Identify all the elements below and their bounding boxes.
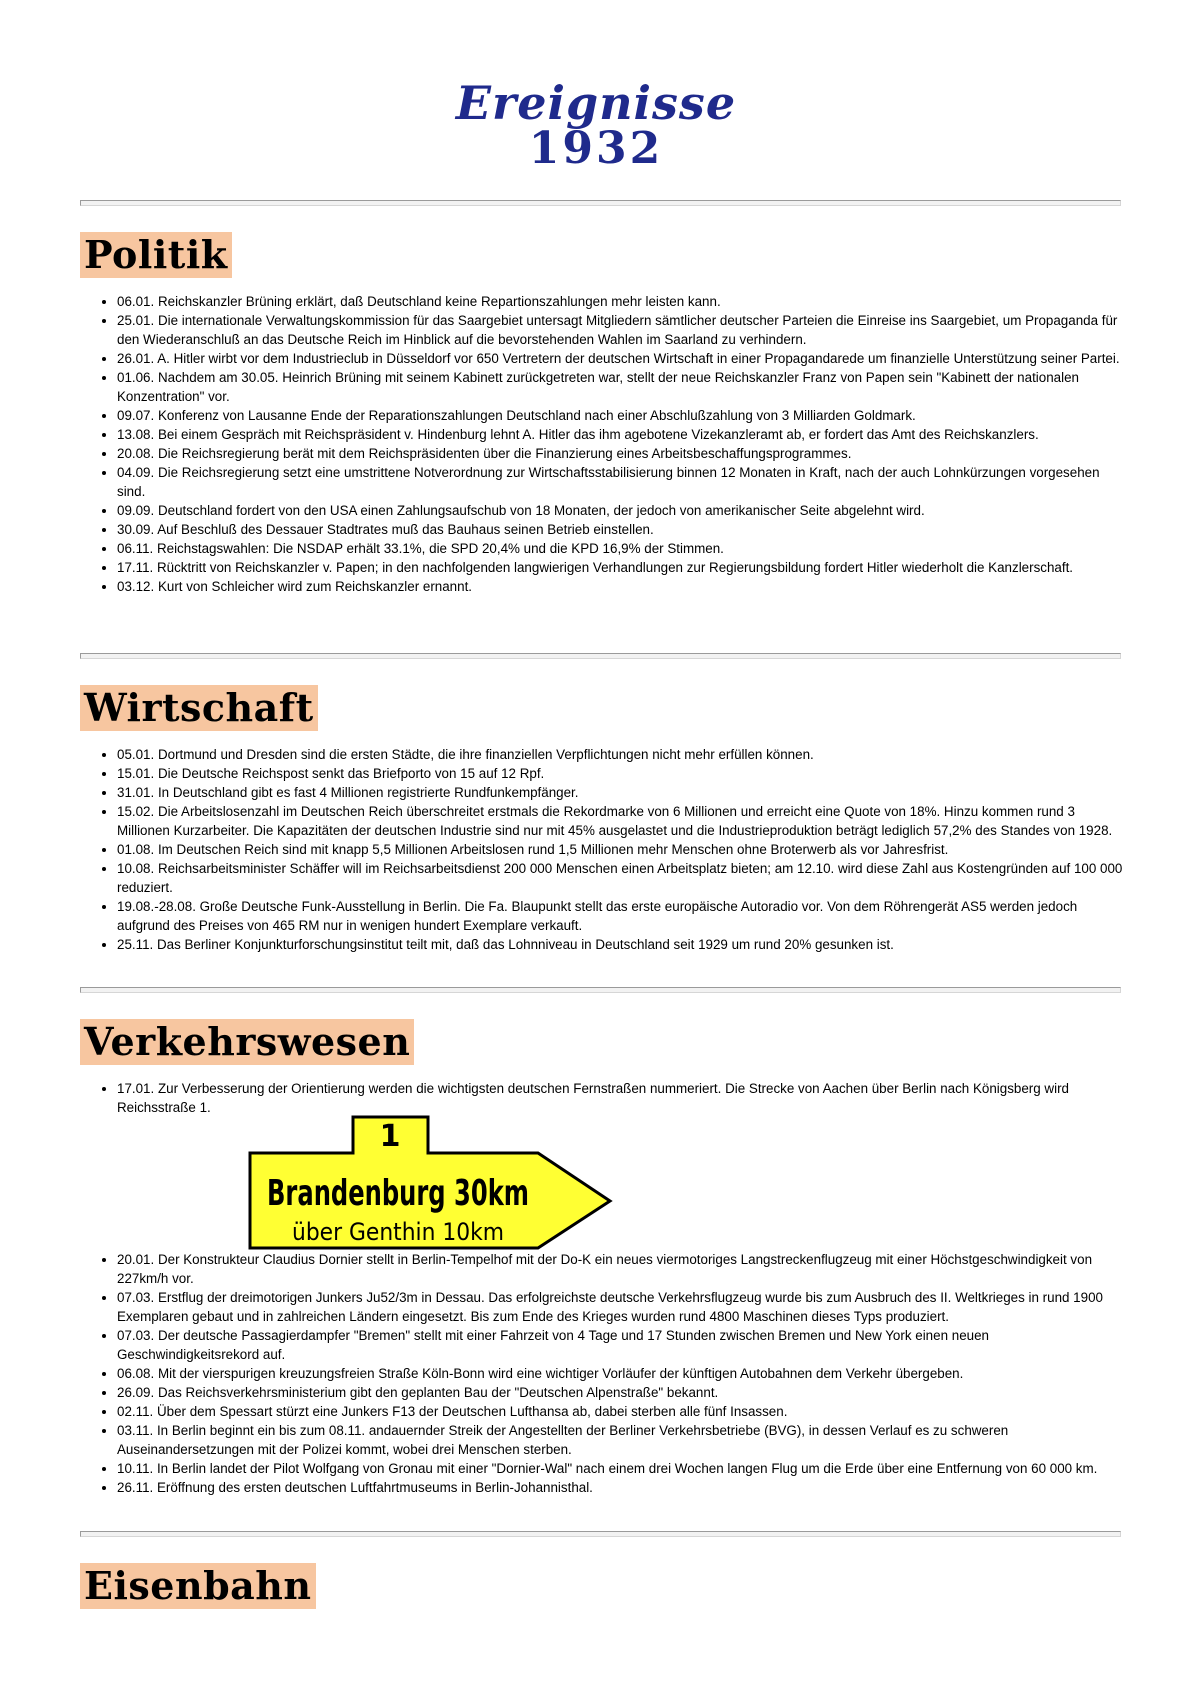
event-item: • 06.11. Reichstagswahlen: Die NSDAP erhält 33.1%, die SPD 20,4% und die KPD 16,9% der Stimmen. (117, 539, 1125, 558)
divider (80, 653, 1121, 659)
event-item: • 03.11. In Berlin beginnt ein bis zum 08.11. andauernder Streik der Angestellten der Berliner Verkehrsbetriebe (BVG), in dessen Verlauf es zu schweren Auseinandersetzungen mit der Polizei kommt, wobei drei Menschen sterben. (117, 1421, 1125, 1459)
event-list-verkehrswesen-continued (80, 1250, 1125, 1497)
road-sign-via: über Genthin 10km (292, 1218, 504, 1246)
section-heading-verkehrswesen: Verkehrswesen (80, 1019, 414, 1065)
event-item: • 02.11. Über dem Spessart stürzt eine Junkers F13 der Deutschen Lufthansa ab, dabei sterben alle fünf Insassen. (117, 1402, 1125, 1421)
event-item: • 26.01. A. Hitler wirbt vor dem Industrieclub in Düsseldorf vor 650 Vertretern der deutschen Wirtschaft in einer Propagandarede um finanzielle Unterstützung seiner Partei. (117, 349, 1125, 368)
event-item: • 10.08. Reichsarbeitsminister Schäffer will im Reichsarbeitsdienst 200 000 Menschen einen Arbeitsplatz bieten; am 12.10. wird diese Zahl aus Kostengründen auf 100 000 reduziert. (117, 859, 1125, 897)
event-item: • 25.01. Die internationale Verwaltungskommission für das Saargebiet untersagt Mitgliedern sämtlicher deutscher Parteien die Einreise ins Saargebiet, um Propaganda für den Wiederanschluß an das Deutsche Reich im Hinblick auf die bevorstehenden Wahlen im Saarland zu verhindern. (117, 311, 1125, 349)
road-sign-destination: Brandenburg 30km (267, 1173, 529, 1214)
event-item: • 13.08. Bei einem Gespräch mit Reichspräsident v. Hindenburg lehnt A. Hitler das ihm agebotene Vizekanzleramt ab, er fordert das Amt des Reichskanzlers. (117, 425, 1125, 444)
event-item: • 06.08. Mit der vierspurigen kreuzungsfreien Straße Köln-Bonn wird eine wichtiger Vorläufer der künftigen Autobahnen dem Verkehr übergeben. (117, 1364, 1125, 1383)
section-heading-eisenbahn: Eisenbahn (80, 1563, 316, 1609)
road-sign-image (248, 1115, 618, 1250)
event-item: • 25.11. Das Berliner Konjunkturforschungsinstitut teilt mit, daß das Lohnniveau in Deutschland seit 1929 um rund 20% gesunken ist. (117, 935, 1125, 954)
event-item: • 17.01. Zur Verbesserung der Orientierung werden die wichtigsten deutschen Fernstraßen nummeriert. Die Strecke von Aachen über Berlin nach Königsberg wird Reichsstraße 1. (117, 1079, 1125, 1117)
road-sign-number: 1 (379, 1119, 401, 1154)
event-item: • 09.09. Deutschland fordert von den USA einen Zahlungsaufschub von 18 Monaten, der jedoch von amerikanischer Seite abgelehnt wird. (117, 501, 1125, 520)
page-title-line1: Ereignisse (455, 76, 737, 130)
divider (80, 987, 1121, 993)
event-item: • 15.01. Die Deutsche Reichspost senkt das Briefporto von 15 auf 12 Rpf. (117, 764, 1125, 783)
event-item: • 06.01. Reichskanzler Brüning erklärt, daß Deutschland keine Repartionszahlungen mehr leisten kann. (117, 292, 1125, 311)
event-item: • 04.09. Die Reichsregierung setzt eine umstrittene Notverordnung zur Wirtschaftsstabilisierung binnen 12 Monaten in Kraft, nach der auch Lohnkürzungen vorgesehen sind. (117, 463, 1125, 501)
event-item: • 09.07. Konferenz von Lausanne Ende der Reparationszahlungen Deutschland nach einer Abschlußzahlung von 3 Milliarden Goldmark. (117, 406, 1125, 425)
event-item: • 05.01. Dortmund und Dresden sind die ersten Städte, die ihre finanziellen Verpflichtungen nicht mehr erfüllen können. (117, 745, 1125, 764)
event-item: • 07.03. Der deutsche Passagierdampfer "Bremen" stellt mit einer Fahrzeit von 4 Tage und 17 Stunden zwischen Bremen und New York einen neuen Geschwindigkeitsrekord auf. (117, 1326, 1125, 1364)
section-heading-wirtschaft: Wirtschaft (80, 685, 318, 731)
page-title-year: 1932 (528, 123, 664, 174)
event-item: • 19.08.-28.08. Große Deutsche Funk-Ausstellung in Berlin. Die Fa. Blaupunkt stellt das erste europäische Autoradio vor. Von dem Röhrengerät AS5 werden jedoch aufgrund des Preises von 465 RM nur in wenigen hundert Exemplare verkauft. (117, 897, 1125, 935)
divider (80, 200, 1121, 206)
event-item: • 15.02. Die Arbeitslosenzahl im Deutschen Reich überschreitet erstmals die Rekordmarke von 6 Millionen und erreicht eine Quote von 18%. Hinzu kommen rund 3 Millionen Kurzarbeiter. Die Kapazitäten der deutschen Industrie sind nur mit 45% ausgelastet und die Industrieproduktion beträgt lediglich 57,2% des Standes von 1928. (117, 802, 1125, 840)
event-item: • 17.11. Rücktritt von Reichskanzler v. Papen; in den nachfolgenden langwierigen Verhandlungen zur Regierungsbildung fordert Hitler wiederholt die Kanzlerschaft. (117, 558, 1125, 577)
event-list-wirtschaft (80, 745, 1125, 954)
event-item: • 20.08. Die Reichsregierung berät mit dem Reichspräsidenten über die Finanzierung eines Arbeitsbeschaffungsprogrammes. (117, 444, 1125, 463)
event-item: • 03.12. Kurt von Schleicher wird zum Reichskanzler ernannt. (117, 577, 1125, 596)
event-item: • 31.01. In Deutschland gibt es fast 4 Millionen registrierte Rundfunkempfänger. (117, 783, 1125, 802)
event-item: • 10.11. In Berlin landet der Pilot Wolfgang von Gronau mit einer "Dornier-Wal" nach einem drei Wochen langen Flug um die Erde über eine Entfernung von 60 000 km. (117, 1459, 1125, 1478)
event-list-verkehrswesen (80, 1079, 1125, 1117)
divider (80, 1531, 1121, 1537)
event-item: • 20.01. Der Konstrukteur Claudius Dornier stellt in Berlin-Tempelhof mit der Do-K ein neues viermotoriges Langstreckenflugzeug mit einer Höchstgeschwindigkeit von 227km/h vor. (117, 1250, 1125, 1288)
event-list-politik (80, 292, 1125, 596)
event-item: • 01.08. Im Deutschen Reich sind mit knapp 5,5 Millionen Arbeitslosen rund 1,5 Millionen mehr Menschen ohne Broterwerb als vor Jahresfrist. (117, 840, 1125, 859)
page-title (0, 76, 1192, 174)
event-item: • 26.09. Das Reichsverkehrsministerium gibt den geplanten Bau der "Deutschen Alpenstraße" bekannt. (117, 1383, 1125, 1402)
event-item: • 30.09. Auf Beschluß des Dessauer Stadtrates muß das Bauhaus seinen Betrieb einstellen. (117, 520, 1125, 539)
event-item: • 26.11. Eröffnung des ersten deutschen Luftfahrtmuseums in Berlin-Johannisthal. (117, 1478, 1125, 1497)
event-item: • 01.06. Nachdem am 30.05. Heinrich Brüning mit seinem Kabinett zurückgetreten war, stellt der neue Reichskanzler Franz von Papen sein "Kabinett der nationalen Konzentration" vor. (117, 368, 1125, 406)
section-heading-politik: Politik (80, 232, 232, 278)
event-item: • 07.03. Erstflug der dreimotorigen Junkers Ju52/3m in Dessau. Das erfolgreichste deutsche Verkehrsflugzeug wurde bis zum Ausbruch des II. Weltkrieges in rund 1900 Exemplaren gebaut und in zahlreichen Ländern eingesetzt. Bis zum Ende des Krieges wurden rund 4800 Maschinen dieses Typs produziert. (117, 1288, 1125, 1326)
